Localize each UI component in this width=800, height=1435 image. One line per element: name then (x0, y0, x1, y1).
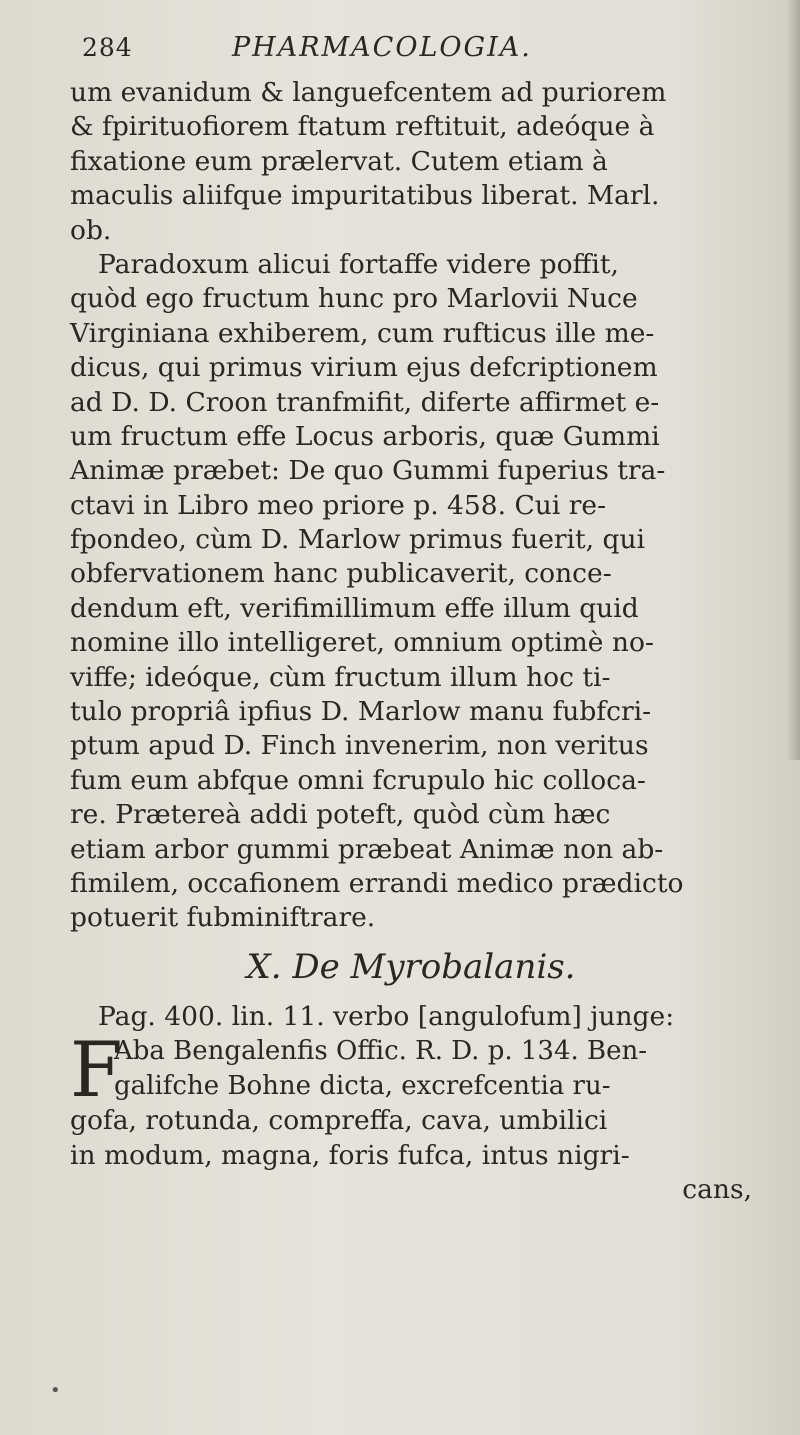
text-line: ctavi in Libro meo priore p. 458. Cui re- (70, 489, 607, 521)
text-line: galifche Bohne dicta, excrefcentia ru- (114, 1070, 611, 1101)
text-line: Animæ præbet: De quo Gummi fuperius tra- (70, 455, 666, 487)
text-line: cans, (682, 1173, 752, 1205)
text-line: ob. (70, 214, 112, 246)
page-header (82, 32, 772, 76)
dropcap-lines (114, 1034, 647, 1104)
margin-mark-icon: • (50, 1380, 61, 1401)
text-line: etiam arbor gummi præbeat Animæ non ab- (70, 833, 664, 865)
text-line: dendum eft, verifimillimum effe illum quid (70, 592, 639, 624)
running-head: PHARMACOLOGIA. (232, 32, 532, 63)
dropcap-paragraph (70, 1025, 772, 1115)
text-line: in modum, magna, foris fufca, intus nigri- (70, 1139, 630, 1171)
text-line: Aba Bengalenfis Offic. R. D. p. 134. Ben- (114, 1036, 648, 1067)
text-line: um evanidum & languefcentem ad puriorem (70, 77, 667, 108)
section-text (70, 1000, 772, 1208)
text-line: nomine illo intelligeret, omnium optimè no- (70, 627, 654, 659)
text-line: Virginiana exhiberem, cum rufticus ille me- (70, 317, 655, 349)
text-line: gofa, rotunda, compreffa, cava, umbilici (70, 1105, 608, 1137)
text-line: tulo propriâ ipfius D. Marlow manu fubfcri- (70, 696, 652, 728)
text-line: dicus, qui primus virium ejus defcriptionem (70, 352, 658, 384)
text-line: ad D. D. Croon tranfmifit, diferte affirmet e- (70, 386, 660, 418)
text-line: fixatione eum prælervat. Cutem etiam à (70, 145, 608, 177)
section-heading: X. De Myrobalanis. (246, 946, 576, 987)
text-line: obfervationem hanc publicaverit, conce- (70, 558, 612, 590)
text-line: quòd ego fructum hunc pro Marlovii Nuce (70, 283, 638, 315)
text-line: ptum apud D. Finch invenerim, non veritus (70, 730, 649, 762)
text-line: Pag. 400. lin. 11. verbo [angulofum] junge: (98, 1000, 675, 1032)
text-line: Paradoxum alicui fortaffe videre poffit, (98, 248, 619, 280)
dropcap-letter: F (70, 1025, 123, 1115)
text-line: viffe; ideóque, cùm fructum illum hoc ti- (70, 661, 611, 693)
text-line: fimilem, occafionem errandi medico prædicto (70, 867, 684, 899)
text-line: fum eum abfque omni fcrupulo hic colloca- (70, 764, 646, 796)
text-line: um fructum effe Locus arboris, quæ Gummi (70, 420, 660, 452)
text-line: maculis aliifque impuritatibus liberat. Marl. (70, 180, 660, 212)
text-line: fpondeo, cùm D. Marlow primus fuerit, qui (70, 524, 646, 556)
page-number: 284 (82, 33, 133, 62)
page-edge-shadow (786, 0, 800, 760)
text-line: & fpirituofiorem ftatum reftituit, adeóque à (70, 111, 655, 143)
body-text (70, 76, 772, 936)
text-line: potuerit fubminiftrare. (70, 902, 376, 934)
text-line: re. Prætereà addi poteft, quòd cùm hæc (70, 799, 611, 831)
